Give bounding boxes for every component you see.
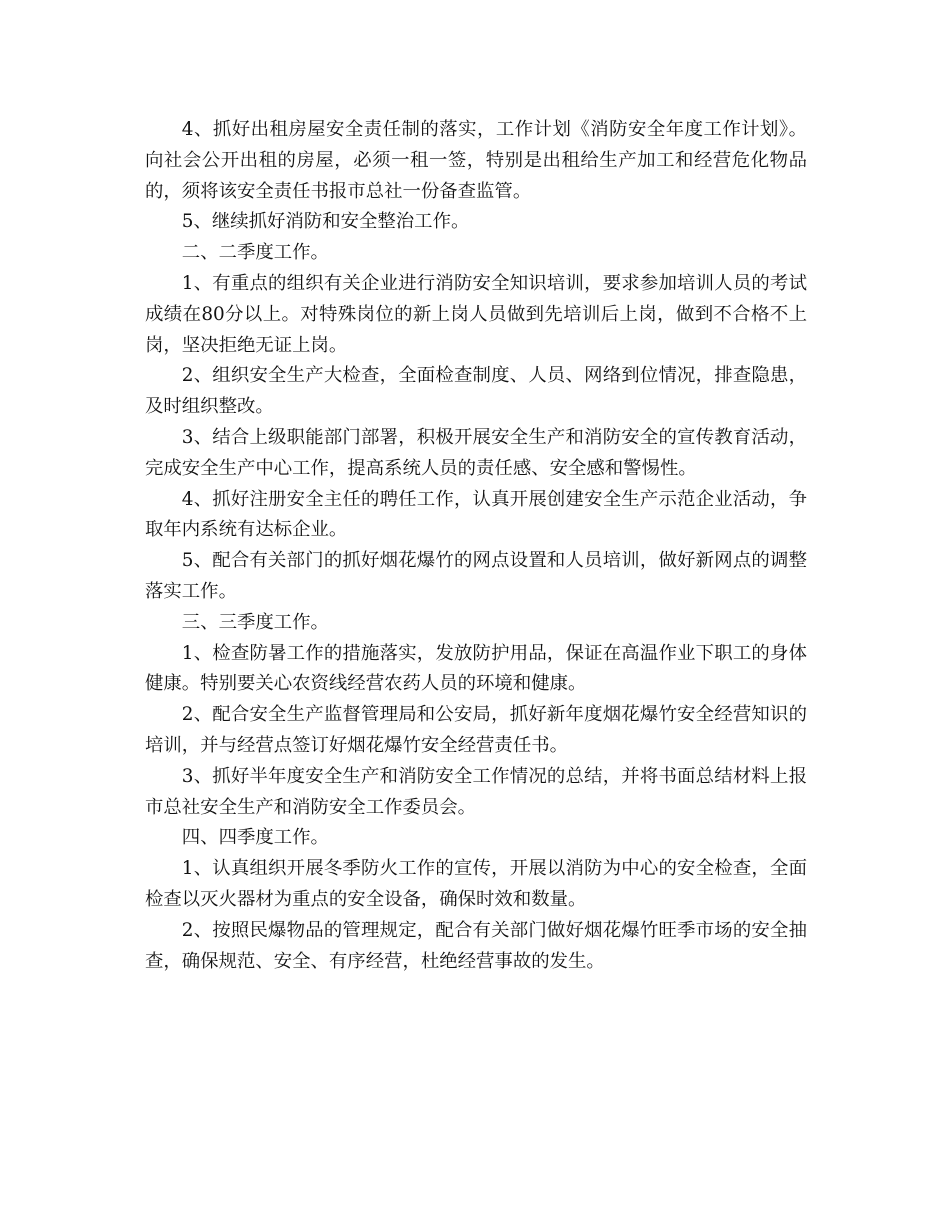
paragraph-q2-training: 1、有重点的组织有关企业进行消防安全知识培训，要求参加培训人员的考试成绩在80分以上。对特殊岗位的新上岗人员做到先培训后上岗，做到不合格不上岗，坚决拒绝无证上岗。 xyxy=(145,272,807,356)
paragraph-q2-safety-director: 4、抓好注册安全主任的聘任工作，认真开展创建安全生产示范企业活动，争取年内系统有达标企业。 xyxy=(145,488,807,541)
paragraph-q3-heat-prevention: 1、检查防暑工作的措施落实，发放防护用品，保证在高温作业下职工的身体健康。特别要关心农资线经营农药人员的环境和健康。 xyxy=(145,642,807,695)
paragraph-q3-half-year-summary: 3、抓好半年度安全生产和消防安全工作情况的总结，并将书面总结材料上报市总社安全生产和消防安全工作委员会。 xyxy=(145,765,807,818)
paragraph-q2-inspection: 2、组织安全生产大检查，全面检查制度、人员、网络到位情况，排查隐患，及时组织整改。 xyxy=(145,365,807,418)
section-heading-q2: 二、二季度工作。 xyxy=(181,242,329,264)
document-page xyxy=(145,115,807,977)
paragraph-q4-winter-fire-prevention: 1、认真组织开展冬季防火工作的宣传，开展以消防为中心的安全检查，全面检查以灭火器材为重点的安全设备，确保时效和数量。 xyxy=(145,858,807,910)
section-heading-q4: 四、四季度工作。 xyxy=(181,827,329,849)
paragraph-q3-fireworks-training: 2、配合安全生产监督管理局和公安局，抓好新年度烟花爆竹安全经营知识的培训，并与经营点签订好烟花爆竹安全经营责任书。 xyxy=(145,704,807,756)
paragraph-q2-education: 3、结合上级职能部门部署，积极开展安全生产和消防安全的宣传教育活动，完成安全生产中心工作，提高系统人员的责任感、安全感和警惕性。 xyxy=(145,426,807,479)
paragraph-rental-housing: 4、抓好出租房屋安全责任制的落实，工作计划《消防安全年度工作计划》。向社会公开出租的房屋，必须一租一签，特别是出租给生产加工和经营危化物品的，须将该安全责任书报市总社一份备查监管。 xyxy=(145,119,807,202)
section-heading-q3: 三、三季度工作。 xyxy=(181,611,329,633)
paragraph-q2-fireworks-outlets: 5、配合有关部门的抓好烟花爆竹的网点设置和人员培训，做好新网点的调整落实工作。 xyxy=(145,550,807,602)
paragraph-fire-safety-rectification: 5、继续抓好消防和安全整治工作。 xyxy=(181,211,470,233)
paragraph-q4-market-inspection: 2、按照民爆物品的管理规定，配合有关部门做好烟花爆竹旺季市场的安全抽查，确保规范、安全、有序经营，杜绝经营事故的发生。 xyxy=(145,919,807,972)
